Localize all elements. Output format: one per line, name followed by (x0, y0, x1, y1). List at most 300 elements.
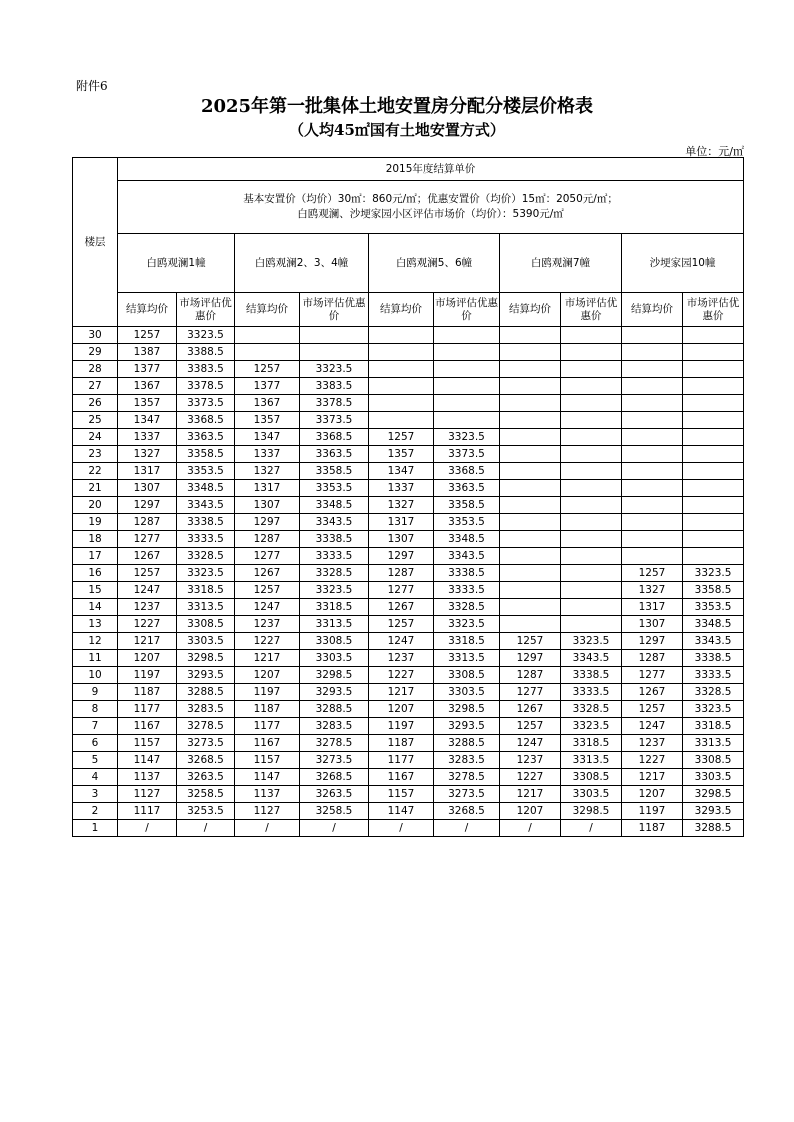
price-cell (434, 412, 500, 429)
price-cell: 3373.5 (177, 395, 235, 412)
price-cell: 1277 (500, 684, 561, 701)
price-cell: 1287 (118, 514, 177, 531)
floor-header: 楼层 (73, 158, 118, 327)
price-cell: 1297 (369, 548, 434, 565)
price-cell (500, 531, 561, 548)
price-cell: 3278.5 (177, 718, 235, 735)
price-note (118, 181, 744, 234)
price-cell (683, 412, 744, 429)
floor-cell: 2 (73, 803, 118, 820)
price-cell: 3353.5 (683, 599, 744, 616)
price-cell: 1267 (369, 599, 434, 616)
price-cell: 1287 (235, 531, 300, 548)
price-cell (622, 446, 683, 463)
floor-cell: 4 (73, 769, 118, 786)
price-cell: 3343.5 (177, 497, 235, 514)
price-cell (561, 361, 622, 378)
price-cell (500, 344, 561, 361)
price-cell: 1317 (369, 514, 434, 531)
price-cell: 3343.5 (561, 650, 622, 667)
price-cell: 3288.5 (434, 735, 500, 752)
price-cell: / (118, 820, 177, 837)
price-cell: 3268.5 (434, 803, 500, 820)
price-cell: 1287 (622, 650, 683, 667)
price-cell: 1257 (622, 565, 683, 582)
price-cell: 3333.5 (434, 582, 500, 599)
price-cell (683, 480, 744, 497)
price-cell: 3298.5 (434, 701, 500, 718)
price-cell: 3328.5 (683, 684, 744, 701)
price-cell (561, 565, 622, 582)
price-cell (500, 361, 561, 378)
price-cell: 3368.5 (177, 412, 235, 429)
price-cell: / (235, 820, 300, 837)
table-row (73, 735, 744, 752)
price-cell (622, 548, 683, 565)
attachment-label: 附件6 (76, 79, 108, 93)
table-body (73, 327, 744, 837)
table-row (73, 650, 744, 667)
price-cell: 1257 (369, 429, 434, 446)
price-cell: 3348.5 (300, 497, 369, 514)
price-cell: 1257 (118, 565, 177, 582)
market-price-header: 市场评估优惠价 (683, 293, 744, 327)
price-cell: 1217 (235, 650, 300, 667)
settle-price-header: 结算均价 (500, 293, 561, 327)
price-cell (622, 429, 683, 446)
price-cell: 3308.5 (434, 667, 500, 684)
price-cell (622, 361, 683, 378)
price-cell (500, 429, 561, 446)
price-cell: 1257 (235, 361, 300, 378)
price-cell (622, 344, 683, 361)
floor-cell: 6 (73, 735, 118, 752)
price-cell (561, 616, 622, 633)
price-cell: 3308.5 (177, 616, 235, 633)
price-cell: 1307 (622, 616, 683, 633)
price-cell: 1367 (235, 395, 300, 412)
price-cell: 3318.5 (683, 718, 744, 735)
price-cell: 3303.5 (683, 769, 744, 786)
price-cell: 1237 (369, 650, 434, 667)
price-cell: 3338.5 (683, 650, 744, 667)
price-cell: 3363.5 (177, 429, 235, 446)
table-row (73, 463, 744, 480)
table-row (73, 565, 744, 582)
price-cell: 1297 (500, 650, 561, 667)
price-cell: 1237 (235, 616, 300, 633)
price-cell: 3358.5 (177, 446, 235, 463)
price-cell: 1267 (622, 684, 683, 701)
price-cell: 3338.5 (177, 514, 235, 531)
price-cell: 1117 (118, 803, 177, 820)
floor-cell: 1 (73, 820, 118, 837)
price-cell (683, 361, 744, 378)
price-cell: 1227 (118, 616, 177, 633)
table-row (73, 429, 744, 446)
price-cell (369, 395, 434, 412)
price-cell: 1297 (622, 633, 683, 650)
settle-price-header: 结算均价 (369, 293, 434, 327)
floor-cell: 13 (73, 616, 118, 633)
price-cell (561, 327, 622, 344)
price-cell: 3323.5 (683, 565, 744, 582)
price-cell: 1127 (235, 803, 300, 820)
price-cell: 3278.5 (300, 735, 369, 752)
price-cell (622, 412, 683, 429)
price-cell: 3323.5 (561, 633, 622, 650)
price-cell (561, 429, 622, 446)
price-cell: / (300, 820, 369, 837)
price-cell (683, 548, 744, 565)
price-cell: 3323.5 (434, 616, 500, 633)
price-cell: 3298.5 (561, 803, 622, 820)
price-cell: 3358.5 (434, 497, 500, 514)
floor-cell: 21 (73, 480, 118, 497)
price-cell (561, 463, 622, 480)
price-cell: 1257 (500, 718, 561, 735)
floor-cell: 30 (73, 327, 118, 344)
price-cell: 3363.5 (434, 480, 500, 497)
price-cell (622, 378, 683, 395)
price-cell: 3383.5 (177, 361, 235, 378)
price-cell (683, 531, 744, 548)
price-cell (434, 344, 500, 361)
price-cell: 1217 (118, 633, 177, 650)
price-cell: 3363.5 (300, 446, 369, 463)
price-cell (622, 514, 683, 531)
price-cell: 3323.5 (561, 718, 622, 735)
price-cell: 1217 (622, 769, 683, 786)
price-cell: 3368.5 (434, 463, 500, 480)
page-title: 2025年第一批集体土地安置房分配分楼层价格表 (200, 96, 594, 117)
price-cell (561, 582, 622, 599)
price-cell: 3298.5 (300, 667, 369, 684)
floor-cell: 25 (73, 412, 118, 429)
price-cell: 1247 (622, 718, 683, 735)
building-header: 白鸥观澜5、6幢 (369, 234, 500, 293)
price-cell: 3318.5 (177, 582, 235, 599)
price-cell: 3303.5 (434, 684, 500, 701)
price-cell: 3298.5 (683, 786, 744, 803)
price-cell: 1227 (369, 667, 434, 684)
price-cell: 1197 (118, 667, 177, 684)
price-cell: 3268.5 (177, 752, 235, 769)
price-cell: 3288.5 (177, 684, 235, 701)
table-row (73, 497, 744, 514)
price-cell: 1277 (118, 531, 177, 548)
price-cell: / (369, 820, 434, 837)
price-cell: 1277 (369, 582, 434, 599)
price-cell (561, 497, 622, 514)
table-row (73, 701, 744, 718)
price-cell (622, 531, 683, 548)
floor-cell: 14 (73, 599, 118, 616)
price-cell: / (500, 820, 561, 837)
price-cell: 1247 (235, 599, 300, 616)
price-cell (434, 327, 500, 344)
price-cell: 1237 (622, 735, 683, 752)
price-cell: 1257 (500, 633, 561, 650)
price-note-line2: 白鸥观澜、沙埂家园小区评估市场价（均价）：5390元/㎡ (297, 208, 564, 220)
price-cell: 1357 (118, 395, 177, 412)
floor-cell: 15 (73, 582, 118, 599)
price-cell: 3308.5 (561, 769, 622, 786)
price-cell (683, 327, 744, 344)
price-cell: 1167 (118, 718, 177, 735)
price-cell: 1157 (235, 752, 300, 769)
price-cell: 3273.5 (177, 735, 235, 752)
floor-cell: 26 (73, 395, 118, 412)
floor-cell: 10 (73, 667, 118, 684)
table-row (73, 514, 744, 531)
table-row (73, 667, 744, 684)
price-cell: 3318.5 (300, 599, 369, 616)
price-cell: 1187 (622, 820, 683, 837)
price-cell: 1227 (622, 752, 683, 769)
price-cell: 1307 (235, 497, 300, 514)
price-cell (561, 599, 622, 616)
price-cell: 3333.5 (300, 548, 369, 565)
price-cell: 1237 (500, 752, 561, 769)
floor-cell: 7 (73, 718, 118, 735)
price-cell: 1147 (118, 752, 177, 769)
price-cell (369, 344, 434, 361)
price-cell: 3343.5 (300, 514, 369, 531)
floor-cell: 9 (73, 684, 118, 701)
price-cell: 1207 (118, 650, 177, 667)
floor-cell: 5 (73, 752, 118, 769)
price-cell: 3353.5 (434, 514, 500, 531)
price-cell: 1287 (369, 565, 434, 582)
floor-cell: 3 (73, 786, 118, 803)
price-cell: 1307 (118, 480, 177, 497)
table-row (73, 769, 744, 786)
price-cell: 1267 (235, 565, 300, 582)
price-cell (434, 361, 500, 378)
price-cell: 1337 (369, 480, 434, 497)
price-cell: / (561, 820, 622, 837)
market-price-header: 市场评估优惠价 (177, 293, 235, 327)
table-row (73, 344, 744, 361)
price-cell: 3383.5 (300, 378, 369, 395)
price-cell: 1197 (622, 803, 683, 820)
price-cell: 1327 (369, 497, 434, 514)
price-cell: 1127 (118, 786, 177, 803)
price-cell: 3318.5 (561, 735, 622, 752)
price-cell: 3353.5 (177, 463, 235, 480)
price-cell: 1337 (118, 429, 177, 446)
price-cell: 1207 (235, 667, 300, 684)
price-cell (561, 531, 622, 548)
price-cell (622, 463, 683, 480)
price-cell: 3348.5 (177, 480, 235, 497)
price-cell: 1227 (500, 769, 561, 786)
building-header: 白鸥观澜7幢 (500, 234, 622, 293)
price-cell: 1147 (369, 803, 434, 820)
price-cell: 1247 (118, 582, 177, 599)
price-cell: 3258.5 (300, 803, 369, 820)
price-cell: 3323.5 (683, 701, 744, 718)
floor-cell: 18 (73, 531, 118, 548)
price-cell: 1317 (118, 463, 177, 480)
price-cell: 3368.5 (300, 429, 369, 446)
price-cell (500, 514, 561, 531)
price-cell (235, 327, 300, 344)
price-cell: 3338.5 (561, 667, 622, 684)
table-row (73, 480, 744, 497)
floor-cell: 8 (73, 701, 118, 718)
floor-cell: 27 (73, 378, 118, 395)
price-cell: 1217 (369, 684, 434, 701)
price-cell (561, 412, 622, 429)
price-cell (561, 446, 622, 463)
price-cell: 1167 (369, 769, 434, 786)
price-cell: 3288.5 (300, 701, 369, 718)
floor-cell: 20 (73, 497, 118, 514)
floor-cell: 23 (73, 446, 118, 463)
page-subtitle: （人均45㎡国有土地安置方式） (289, 121, 505, 139)
price-cell: 3313.5 (683, 735, 744, 752)
price-cell (683, 395, 744, 412)
price-cell: 1347 (235, 429, 300, 446)
price-cell (500, 378, 561, 395)
price-cell: 1327 (235, 463, 300, 480)
price-cell: 3348.5 (683, 616, 744, 633)
price-cell: 3333.5 (561, 684, 622, 701)
price-cell: 3388.5 (177, 344, 235, 361)
price-cell: 3273.5 (300, 752, 369, 769)
price-cell (434, 378, 500, 395)
price-cell: 1247 (500, 735, 561, 752)
price-cell: 1387 (118, 344, 177, 361)
price-cell: / (434, 820, 500, 837)
price-cell: 1177 (369, 752, 434, 769)
price-cell: 1337 (235, 446, 300, 463)
price-cell: 1167 (235, 735, 300, 752)
price-cell (622, 497, 683, 514)
price-cell (683, 497, 744, 514)
group-header: 2015年度结算单价 (118, 158, 744, 181)
table-row (73, 616, 744, 633)
price-cell: 3303.5 (561, 786, 622, 803)
price-cell (300, 327, 369, 344)
price-cell (500, 582, 561, 599)
table-row (73, 378, 744, 395)
floor-cell: 16 (73, 565, 118, 582)
table-row (73, 446, 744, 463)
price-cell: 3358.5 (683, 582, 744, 599)
price-cell: 3333.5 (177, 531, 235, 548)
price-cell: 3313.5 (561, 752, 622, 769)
price-cell: 3263.5 (300, 786, 369, 803)
price-cell: 1197 (369, 718, 434, 735)
price-cell: 1207 (369, 701, 434, 718)
price-cell: 1287 (500, 667, 561, 684)
price-cell: 1137 (235, 786, 300, 803)
price-cell (683, 463, 744, 480)
table-row (73, 752, 744, 769)
price-cell: 1217 (500, 786, 561, 803)
price-cell: 3293.5 (434, 718, 500, 735)
price-cell (500, 463, 561, 480)
price-cell: 1187 (235, 701, 300, 718)
price-cell: 1277 (235, 548, 300, 565)
price-cell: 3323.5 (434, 429, 500, 446)
building-header: 沙埂家园10幢 (622, 234, 744, 293)
price-cell (500, 565, 561, 582)
price-cell: 1357 (235, 412, 300, 429)
price-cell: 3328.5 (434, 599, 500, 616)
price-cell: 1257 (369, 616, 434, 633)
price-cell (622, 327, 683, 344)
price-cell: 3328.5 (177, 548, 235, 565)
floor-cell: 29 (73, 344, 118, 361)
price-cell: 1327 (118, 446, 177, 463)
price-cell: 1147 (235, 769, 300, 786)
price-cell: 1317 (235, 480, 300, 497)
price-cell (500, 599, 561, 616)
price-cell: 3278.5 (434, 769, 500, 786)
price-cell: 3323.5 (177, 327, 235, 344)
market-price-header: 市场评估优惠价 (434, 293, 500, 327)
price-cell (561, 395, 622, 412)
price-cell: 1347 (118, 412, 177, 429)
price-cell: 3293.5 (300, 684, 369, 701)
price-note-line1: 基本安置价（均价）30㎡：860元/㎡；优惠安置价（均价）15㎡：2050元/㎡； (243, 193, 618, 205)
price-cell (500, 412, 561, 429)
price-cell: 3348.5 (434, 531, 500, 548)
price-cell: 3263.5 (177, 769, 235, 786)
price-cell (500, 395, 561, 412)
price-cell: 1157 (369, 786, 434, 803)
price-cell (369, 327, 434, 344)
price-cell (622, 395, 683, 412)
price-cell: 1257 (235, 582, 300, 599)
price-cell: 3268.5 (300, 769, 369, 786)
price-cell: / (177, 820, 235, 837)
price-cell: 1247 (369, 633, 434, 650)
price-cell: 3283.5 (300, 718, 369, 735)
price-cell: 1207 (622, 786, 683, 803)
price-cell: 3318.5 (434, 633, 500, 650)
price-cell: 3303.5 (300, 650, 369, 667)
price-cell (683, 429, 744, 446)
price-cell (561, 548, 622, 565)
price-cell: 1187 (118, 684, 177, 701)
price-cell: 3328.5 (561, 701, 622, 718)
price-cell: 3283.5 (434, 752, 500, 769)
price-cell (500, 616, 561, 633)
settle-price-header: 结算均价 (118, 293, 177, 327)
market-price-header: 市场评估优惠价 (561, 293, 622, 327)
price-cell: 1307 (369, 531, 434, 548)
table-row (73, 582, 744, 599)
price-cell (561, 514, 622, 531)
table-row (73, 395, 744, 412)
market-price-header: 市场评估优惠价 (300, 293, 369, 327)
price-cell (561, 480, 622, 497)
table-row (73, 684, 744, 701)
price-cell: 3288.5 (683, 820, 744, 837)
price-cell: 1377 (118, 361, 177, 378)
price-cell: 1257 (118, 327, 177, 344)
price-cell: 1347 (369, 463, 434, 480)
price-cell: 3273.5 (434, 786, 500, 803)
price-cell: 1177 (235, 718, 300, 735)
table-row (73, 412, 744, 429)
floor-cell: 12 (73, 633, 118, 650)
